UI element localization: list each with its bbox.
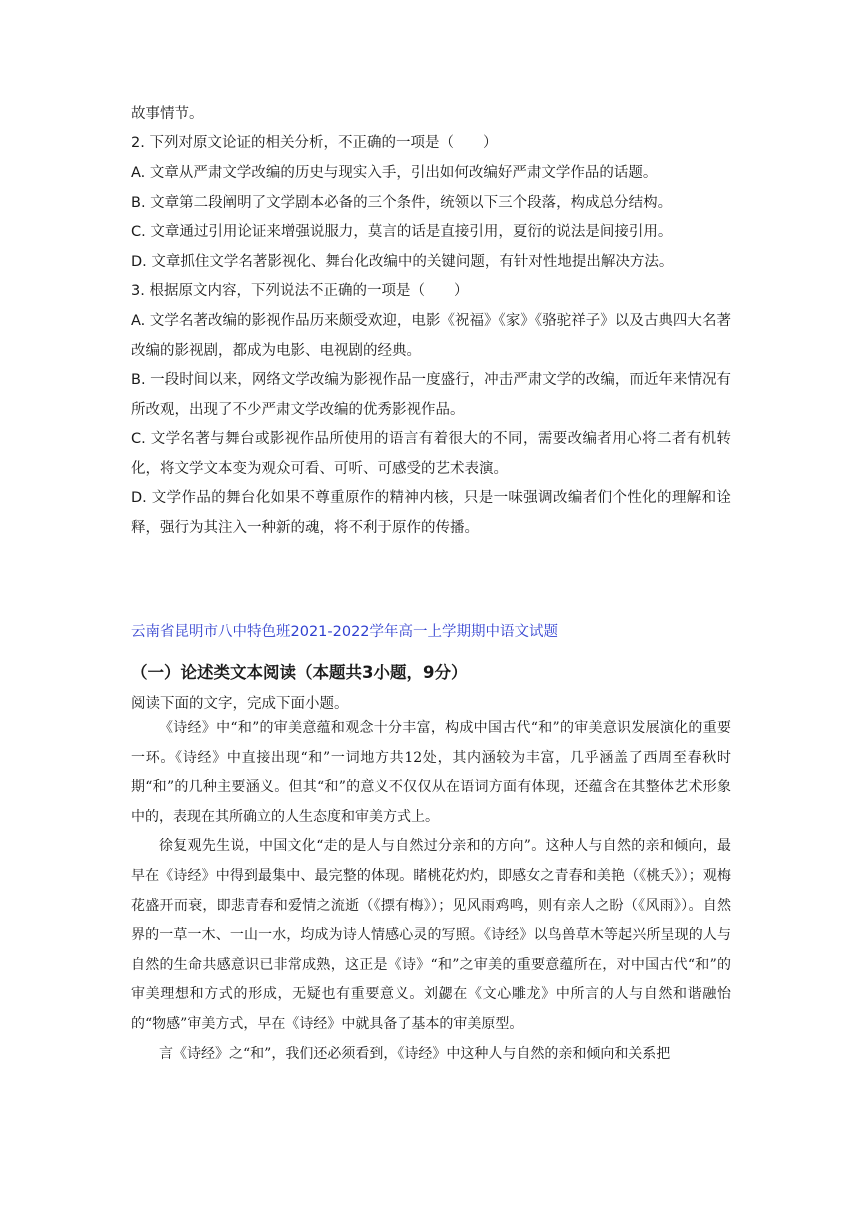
question-3-stem: 3. 根据原文内容，下列说法不正确的一项是（ ）	[131, 283, 469, 299]
source-title-link[interactable]: 云南省昆明市八中特色班2021-2022学年高一上学期期中语文试题	[131, 624, 559, 640]
section-title: （一）论述类文本阅读（本题共3小题，9分）	[131, 663, 468, 682]
question-3-option-d: D. 文学作品的舞台化如果不尊重原作的精神内核，只是一味强调改编者们个性化的理解和诠释，强行为其注入一种新的魂，将不利于原作的传播。	[131, 490, 731, 536]
passage-paragraph-1: 《诗经》中“和”的审美意蕴和观念十分丰富，构成中国古代“和”的审美意识发展演化的重要一环。《诗经》中直接出现“和”一词地方共12处，其内涵较为丰富，几乎涵盖了西周至春秋时期“和”的几种主要涵义。但其“和”的意义不仅仅从在语词方面有体现，还蕴含在其整体艺术形象中的，表现在其所确立的人生态度和审美方式上。	[131, 720, 731, 825]
question-2-option-b: B. 文章第二段阐明了文学剧本必备的三个条件，统领以下三个段落，构成总分结构。	[131, 195, 673, 211]
question-2-option-d: D. 文章抓住文学名著影视化、舞台化改编中的关键问题，有针对性地提出解决方法。	[131, 254, 674, 270]
question-3-option-b: B. 一段时间以来，网络文学改编为影视作品一度盛行，冲击严肃文学的改编，而近年来情况有所改观，出现了不少严肃文学改编的优秀影视作品。	[131, 372, 731, 418]
question-2-option-a: A. 文章从严肃文学改编的历史与现实入手，引出如何改编好严肃文学作品的话题。	[131, 165, 658, 181]
passage-paragraph-2: 徐复观先生说，中国文化“走的是人与自然过分亲和的方向”。这种人与自然的亲和倾向，最早在《诗经》中得到最集中、最完整的体现。睹桃花灼灼，即感女之青春和美艳（《桃夭》）；观梅花盛开而衰，即悲青春和爱情之流逝（《摽有梅》）；见风雨鸡鸣，则有亲人之盼（《风雨》）。自然界的一草一木、一山一水，均成为诗人情感心灵的写照。《诗经》以鸟兽草木等起兴所呈现的人与自然的生命共感意识已非常成熟，这正是《诗》“和”之审美的重要意蕴所在，对中国古代“和”的审美理想和方式的形成，无疑也有重要意义。刘勰在《文心雕龙》中所言的人与自然和谐融怡的“物感”审美方式，早在《诗经》中就具备了基本的审美原型。	[131, 838, 731, 1032]
question-3-option-c: C. 文学名著与舞台或影视作品所使用的语言有着很大的不同，需要改编者用心将二者有机转化，将文学文本变为观众可看、可听、可感受的艺术表演。	[131, 431, 731, 477]
reading-passage	[131, 714, 731, 1069]
question-2-stem: 2. 下列对原文论证的相关分析，不正确的一项是（ ）	[131, 135, 498, 151]
passage-paragraph-3: 言《诗经》之“和”，我们还必须看到，《诗经》中这种人与自然的亲和倾向和关系把	[159, 1045, 671, 1062]
continuation-text: 故事情节。	[131, 106, 204, 122]
reading-instruction: 阅读下面的文字，完成下面小题。	[131, 696, 349, 712]
question-3-option-a: A. 文学名著改编的影视作品历来颇受欢迎，电影《祝福》《家》《骆驼祥子》以及古典四大名著改编的影视剧，都成为电影、电视剧的经典。	[131, 313, 731, 359]
question-2-option-c: C. 文章通过引用论证来增强说服力，莫言的话是直接引用，夏衍的说法是间接引用。	[131, 224, 673, 240]
